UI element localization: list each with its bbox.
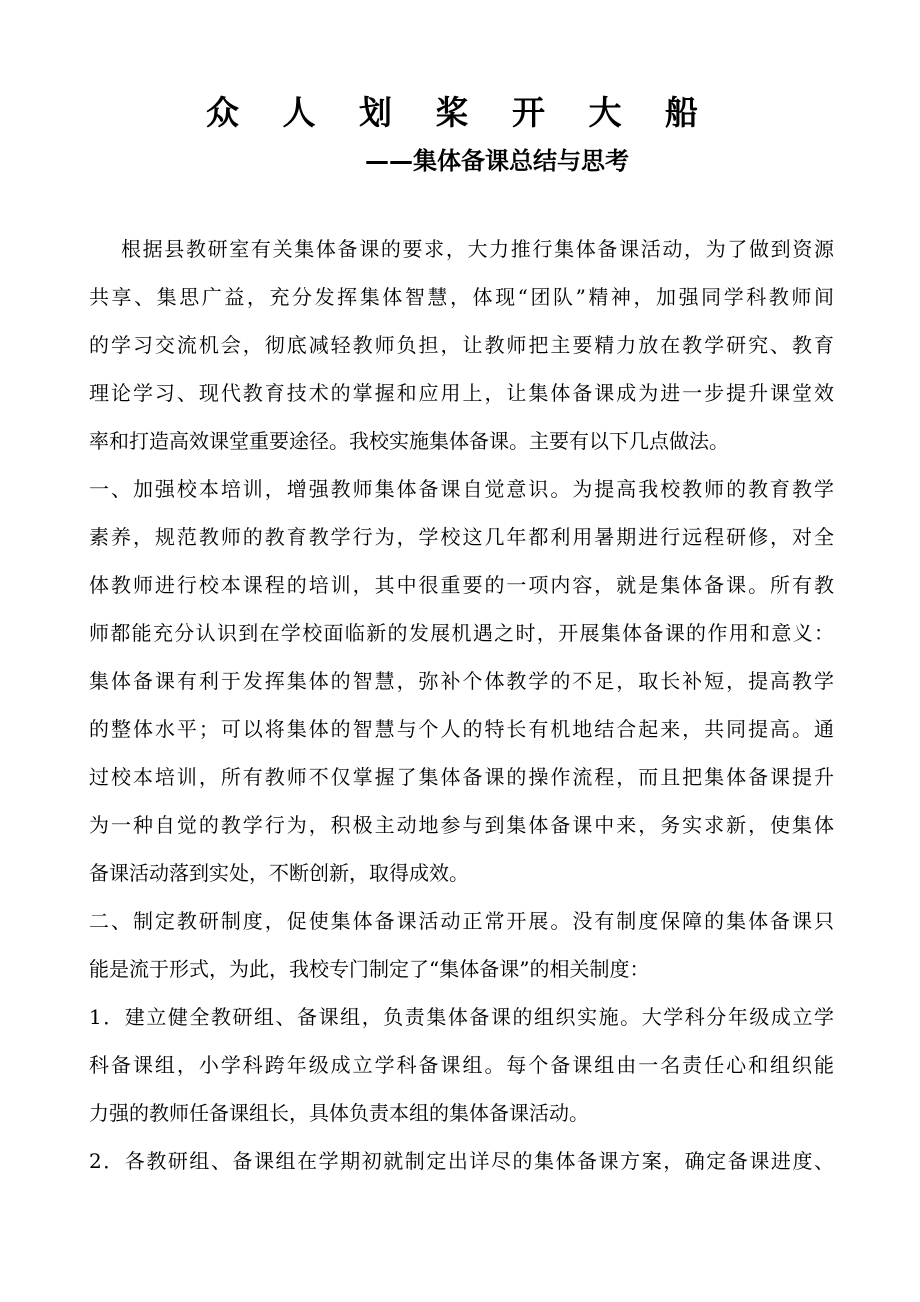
paragraph-line: 理论学习、现代教育技术的掌握和应用上，让集体备课成为进一步提升课堂效 [89,381,834,405]
paragraph-line: 师都能充分认识到在学校面临新的发展机遇之时，开展集体备课的作用和意义： [89,621,834,645]
document-title: 众 人 划 桨 开 大 船 [206,93,714,132]
paragraph-line: 过校本培训，所有教师不仅掌握了集体备课的操作流程，而且把集体备课提升 [89,765,834,789]
paragraph-line: 能是流于形式，为此，我校专门制定了“集体备课”的相关制度： [89,957,650,981]
paragraph-line: 为一种自觉的教学行为，积极主动地参与到集体备课中来，务实求新，使集体 [89,813,834,837]
paragraph-line: 集体备课有利于发挥集体的智慧，弥补个体教学的不足，取长补短，提高教学 [89,669,834,693]
document-body [89,225,834,1185]
paragraph-line: 率和打造高效课堂重要途径。我校实施集体备课。主要有以下几点做法。 [89,429,729,453]
paragraph-line: 体教师进行校本课程的培训，其中很重要的一项内容，就是集体备课。所有教 [89,573,834,597]
paragraph-line: 二、制定教研制度，促使集体备课活动正常开展。没有制度保障的集体备课只 [89,909,834,933]
paragraph-line: 的整体水平；可以将集体的智慧与个人的特长有机地结合起来，共同提高。通 [89,717,834,741]
paragraph-line: 共享、集思广益，充分发挥集体智慧，体现“团队”精神，加强同学科教师间 [89,285,834,309]
paragraph-line: 力强的教师任备课组长，具体负责本组的集体备课活动。 [89,1101,589,1125]
paragraph-line: 的学习交流机会，彻底减轻教师负担，让教师把主要精力放在教学研究、教育 [89,333,834,357]
document-subtitle: ——集体备课总结与思考 [365,147,629,175]
paragraph-line: 根据县教研室有关集体备课的要求，大力推行集体备课活动，为了做到资源 [121,237,834,261]
paragraph-line: 备课活动落到实处，不断创新，取得成效。 [89,861,469,885]
paragraph-line: 2．各教研组、备课组在学期初就制定出详尽的集体备课方案，确定备课进度、 [89,1149,834,1173]
paragraph-line: 科备课组，小学科跨年级成立学科备课组。每个备课组由一名责任心和组织能 [89,1053,834,1077]
paragraph-line: 1．建立健全教研组、备课组，负责集体备课的组织实施。大学科分年级成立学 [89,1005,834,1029]
paragraph-line: 一、加强校本培训，增强教师集体备课自觉意识。为提高我校教师的教育教学 [89,477,834,501]
paragraph-line: 素养，规范教师的教育教学行为，学校这几年都利用暑期进行远程研修，对全 [89,525,834,549]
